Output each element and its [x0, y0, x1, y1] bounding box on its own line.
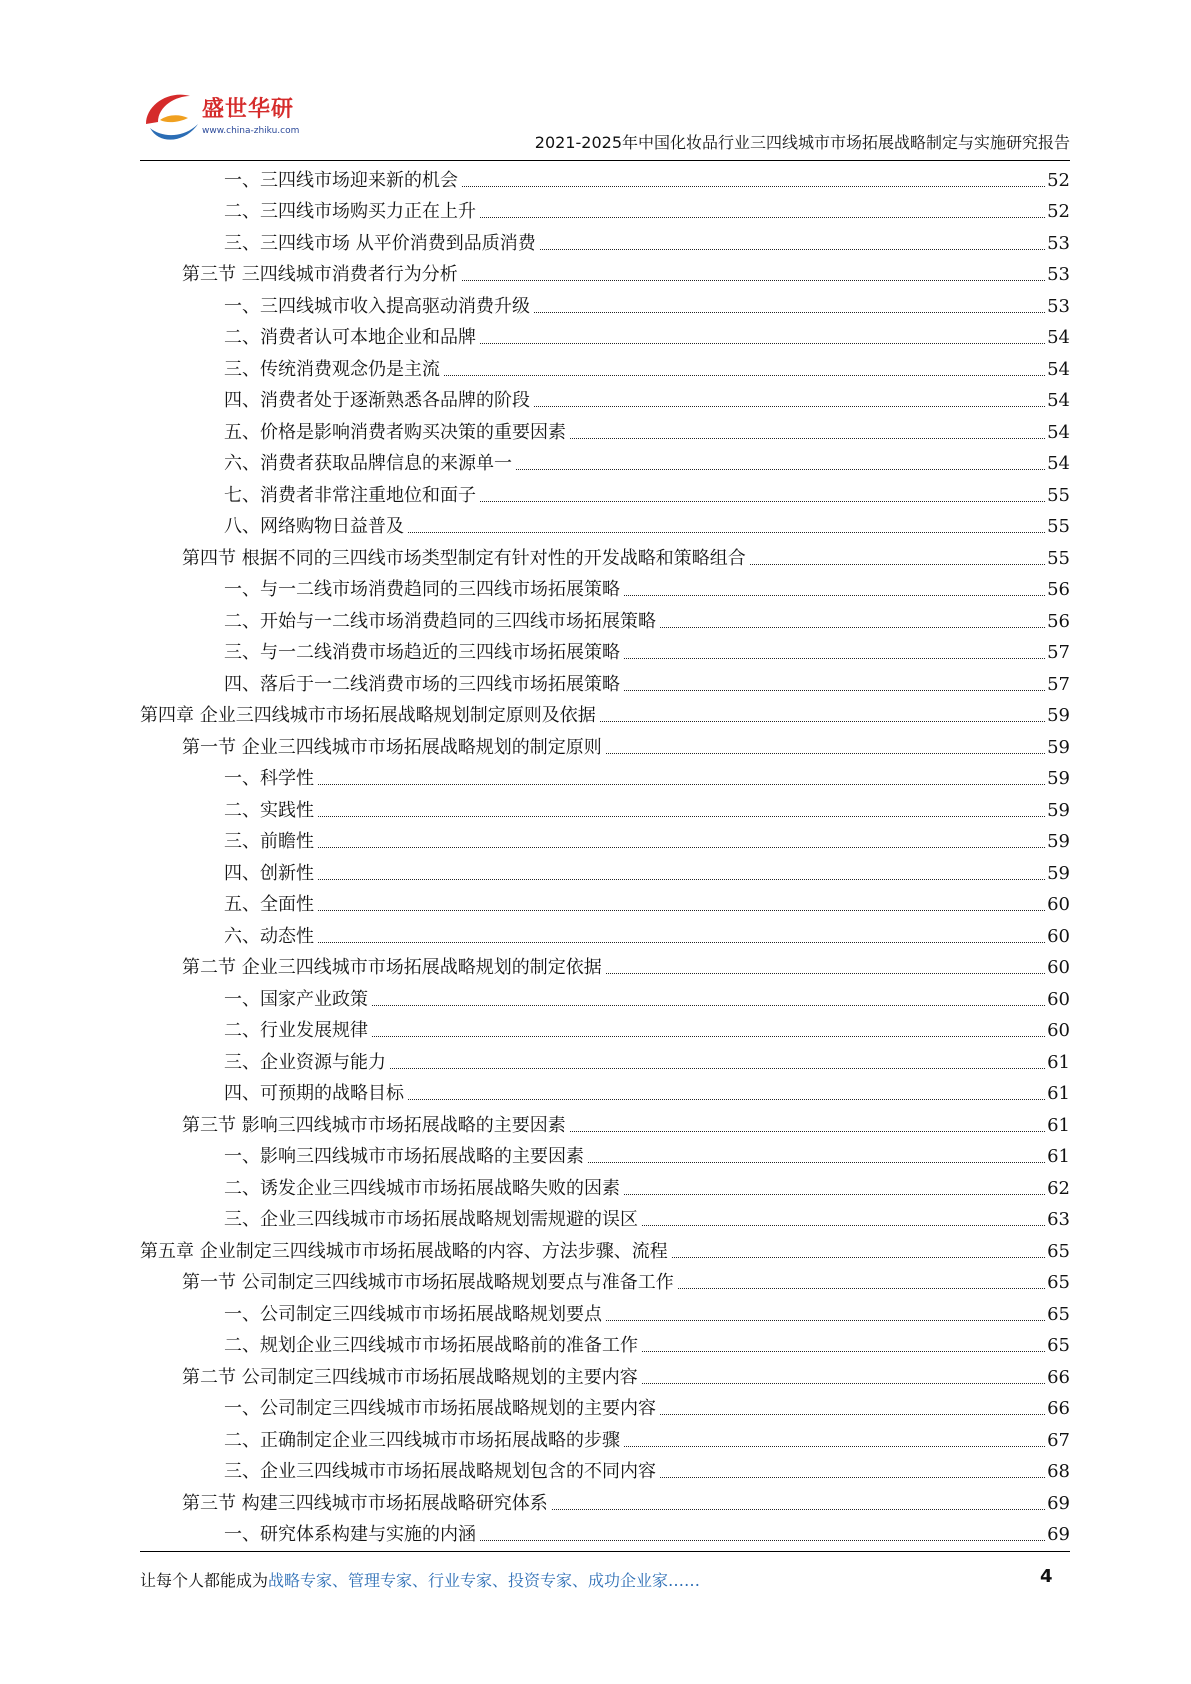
toc-entry-page: 65 — [1047, 1335, 1070, 1356]
toc-leader-dots — [318, 942, 1045, 943]
toc-entry-page: 60 — [1047, 957, 1070, 978]
toc-leader-dots — [660, 627, 1045, 628]
toc-entry-label: 六、动态性 — [224, 925, 314, 947]
toc-entry[interactable] — [140, 349, 1070, 381]
toc-entry-page: 59 — [1047, 862, 1070, 884]
toc-entry-page: 59 — [1047, 768, 1070, 789]
toc-entry-label: 二、实践性 — [224, 799, 314, 821]
toc-entry-label: 一、影响三四线城市市场拓展战略的主要因素 — [224, 1146, 584, 1167]
logo-name: 盛世华研 — [202, 97, 295, 122]
toc-entry-label: 三、与一二线消费市场趋近的三四线市场拓展策略 — [224, 642, 620, 663]
toc-entry-page: 59 — [1047, 831, 1070, 852]
toc-entry-label: 四、落后于一二线消费市场的三四线市场拓展策略 — [224, 673, 620, 695]
toc-entry-label: 第二节 公司制定三四线城市市场拓展战略规划的主要内容 — [182, 1366, 638, 1388]
report-title: 2021-2025年中国化妆品行业三四线城市市场拓展战略制定与实施研究报告 — [534, 133, 1070, 152]
toc-leader-dots — [408, 532, 1045, 533]
toc-entry-label: 三、企业三四线城市市场拓展战略规划包含的不同内容 — [224, 1461, 656, 1482]
toc-entry[interactable] — [140, 759, 1070, 791]
toc-entry-page: 60 — [1047, 925, 1070, 947]
toc-entry-page: 59 — [1047, 736, 1070, 758]
toc-entry-page: 61 — [1047, 1051, 1070, 1073]
toc-entry-page: 61 — [1047, 1114, 1070, 1136]
toc-entry-label: 二、消费者认可本地企业和品牌 — [224, 327, 476, 348]
toc-leader-dots — [480, 501, 1045, 502]
toc-entry[interactable] — [140, 633, 1070, 665]
toc-leader-dots — [516, 469, 1045, 470]
toc-entry[interactable] — [140, 538, 1070, 570]
toc-entry-page: 62 — [1047, 1177, 1070, 1199]
toc-entry-label: 第五章 企业制定三四线城市市场拓展战略的内容、方法步骤、流程 — [140, 1240, 668, 1262]
toc-entry-page: 57 — [1047, 642, 1070, 663]
toc-entry[interactable] — [140, 1326, 1070, 1358]
toc-entry[interactable] — [140, 948, 1070, 980]
toc-leader-dots — [552, 1509, 1045, 1510]
toc-entry-label: 一、与一二线市场消费趋同的三四线市场拓展策略 — [224, 579, 620, 600]
toc-entry-label: 三、前瞻性 — [224, 831, 314, 852]
toc-entry-page: 67 — [1047, 1429, 1070, 1451]
toc-entry-page: 61 — [1047, 1083, 1070, 1104]
toc-entry-page: 55 — [1047, 516, 1070, 537]
toc-entry[interactable] — [140, 223, 1070, 255]
toc-leader-dots — [606, 753, 1045, 754]
toc-entry-label: 二、正确制定企业三四线城市市场拓展战略的步骤 — [224, 1429, 620, 1451]
toc-entry[interactable] — [140, 601, 1070, 633]
page-header — [140, 80, 1070, 160]
toc-entry[interactable] — [140, 1074, 1070, 1106]
toc-entry-label: 三、企业三四线城市市场拓展战略规划需规避的误区 — [224, 1209, 638, 1230]
toc-entry-page: 56 — [1047, 579, 1070, 600]
toc-entry-page: 60 — [1047, 1020, 1070, 1041]
toc-entry-page: 63 — [1047, 1209, 1070, 1230]
toc-entry[interactable] — [140, 192, 1070, 224]
toc-leader-dots — [534, 312, 1045, 313]
toc-entry[interactable] — [140, 286, 1070, 318]
toc-entry[interactable] — [140, 444, 1070, 476]
toc-entry-label: 一、公司制定三四线城市市场拓展战略规划要点 — [224, 1303, 602, 1325]
slogan-accent: 战略专家、管理专家、行业专家、投资专家、成功企业家…… — [268, 1571, 701, 1590]
company-logo — [140, 84, 310, 154]
toc-entry-label: 第四节 根据不同的三四线市场类型制定有针对性的开发战略和策略组合 — [182, 547, 746, 569]
toc-entry[interactable] — [140, 822, 1070, 854]
toc-entry-label: 六、消费者获取品牌信息的来源单一 — [224, 453, 512, 474]
logo-emblem-icon — [140, 84, 204, 148]
toc-leader-dots — [624, 1194, 1045, 1195]
toc-leader-dots — [372, 1005, 1045, 1006]
toc-entry[interactable] — [140, 318, 1070, 350]
toc-entry-label: 三、传统消费观念仍是主流 — [224, 358, 440, 380]
toc-entry-page: 57 — [1047, 673, 1070, 695]
toc-entry[interactable] — [140, 664, 1070, 696]
toc-entry[interactable] — [140, 790, 1070, 822]
toc-entry[interactable] — [140, 160, 1070, 192]
toc-leader-dots — [642, 1351, 1045, 1352]
toc-leader-dots — [444, 375, 1045, 376]
toc-entry-label: 五、全面性 — [224, 894, 314, 915]
toc-leader-dots — [600, 721, 1045, 722]
toc-entry-page: 54 — [1047, 390, 1070, 411]
toc-entry[interactable] — [140, 1042, 1070, 1074]
footer-divider — [140, 1551, 1070, 1552]
toc-entry[interactable] — [140, 885, 1070, 917]
toc-entry[interactable] — [140, 381, 1070, 413]
toc-entry-page: 65 — [1047, 1272, 1070, 1293]
toc-entry-label: 一、三四线市场迎来新的机会 — [224, 169, 458, 191]
toc-entry-label: 一、国家产业政策 — [224, 988, 368, 1010]
toc-leader-dots — [534, 406, 1045, 407]
toc-entry-label: 四、消费者处于逐渐熟悉各品牌的阶段 — [224, 390, 530, 411]
toc-leader-dots — [678, 1288, 1045, 1289]
toc-leader-dots — [480, 217, 1045, 218]
toc-entry-page: 56 — [1047, 610, 1070, 632]
toc-entry-label: 一、公司制定三四线城市市场拓展战略规划的主要内容 — [224, 1398, 656, 1419]
toc-entry-page: 54 — [1047, 453, 1070, 474]
toc-entry-page: 59 — [1047, 799, 1070, 821]
toc-entry-label: 五、价格是影响消费者购买决策的重要因素 — [224, 421, 566, 443]
toc-entry-page: 61 — [1047, 1146, 1070, 1167]
toc-leader-dots — [642, 1225, 1045, 1226]
toc-entry-label: 八、网络购物日益普及 — [224, 516, 404, 537]
toc-entry[interactable] — [140, 1168, 1070, 1200]
toc-entry-label: 第一节 企业三四线城市市场拓展战略规划的制定原则 — [182, 736, 602, 758]
toc-entry[interactable] — [140, 1357, 1070, 1389]
toc-entry-label: 四、创新性 — [224, 862, 314, 884]
toc-entry-label: 七、消费者非常注重地位和面子 — [224, 484, 476, 506]
toc-entry-page: 69 — [1047, 1524, 1070, 1545]
toc-entry-page: 65 — [1047, 1240, 1070, 1262]
toc-entry-page: 59 — [1047, 705, 1070, 726]
toc-entry[interactable] — [140, 1137, 1070, 1169]
page-number: 4 — [1040, 1566, 1053, 1587]
toc-entry[interactable] — [140, 1515, 1070, 1547]
toc-leader-dots — [390, 1068, 1045, 1069]
toc-entry-label: 二、诱发企业三四线城市市场拓展战略失败的因素 — [224, 1177, 620, 1199]
toc-entry-label: 第三节 影响三四线城市市场拓展战略的主要因素 — [182, 1114, 566, 1136]
toc-leader-dots — [660, 1414, 1045, 1415]
footer-slogan — [140, 1568, 700, 1591]
toc-entry[interactable] — [140, 1105, 1070, 1137]
toc-entry[interactable] — [140, 1389, 1070, 1421]
toc-leader-dots — [570, 1131, 1045, 1132]
toc-entry-label: 二、行业发展规律 — [224, 1020, 368, 1041]
toc-entry[interactable] — [140, 1231, 1070, 1263]
toc-entry-label: 二、规划企业三四线城市市场拓展战略前的准备工作 — [224, 1335, 638, 1356]
toc-leader-dots — [624, 595, 1045, 596]
toc-entry[interactable] — [140, 853, 1070, 885]
toc-entry-page: 54 — [1047, 358, 1070, 380]
toc-entry-page: 66 — [1047, 1398, 1070, 1419]
toc-entry-label: 一、科学性 — [224, 768, 314, 789]
toc-entry-page: 55 — [1047, 547, 1070, 569]
toc-leader-dots — [606, 1320, 1045, 1321]
toc-entry-page: 55 — [1047, 484, 1070, 506]
toc-entry-label: 第三节 三四线城市消费者行为分析 — [182, 264, 458, 285]
toc-leader-dots — [318, 879, 1045, 880]
toc-leader-dots — [480, 1540, 1045, 1541]
toc-leader-dots — [318, 784, 1045, 785]
toc-entry[interactable] — [140, 1483, 1070, 1515]
toc-entry-label: 第一节 公司制定三四线城市市场拓展战略规划要点与准备工作 — [182, 1272, 674, 1293]
toc-leader-dots — [672, 1257, 1045, 1258]
toc-entry-page: 65 — [1047, 1303, 1070, 1325]
toc-entry-label: 第四章 企业三四线城市市场拓展战略规划制定原则及依据 — [140, 705, 596, 726]
toc-leader-dots — [750, 564, 1045, 565]
toc-entry[interactable] — [140, 1294, 1070, 1326]
toc-entry-page: 52 — [1047, 201, 1070, 222]
toc-entry-page: 69 — [1047, 1492, 1070, 1514]
toc-leader-dots — [480, 343, 1045, 344]
toc-leader-dots — [624, 690, 1045, 691]
table-of-contents — [140, 160, 1070, 1546]
toc-leader-dots — [570, 438, 1045, 439]
toc-entry-label: 第三节 构建三四线城市市场拓展战略研究体系 — [182, 1492, 548, 1514]
toc-leader-dots — [372, 1036, 1045, 1037]
toc-leader-dots — [318, 816, 1045, 817]
toc-entry[interactable] — [140, 412, 1070, 444]
toc-entry-label: 二、三四线市场购买力正在上升 — [224, 201, 476, 222]
toc-entry-label: 四、可预期的战略目标 — [224, 1083, 404, 1104]
toc-leader-dots — [462, 280, 1045, 281]
toc-leader-dots — [642, 1383, 1045, 1384]
toc-entry-page: 60 — [1047, 894, 1070, 915]
toc-leader-dots — [318, 847, 1045, 848]
toc-entry-label: 二、开始与一二线市场消费趋同的三四线市场拓展策略 — [224, 610, 656, 632]
toc-leader-dots — [624, 658, 1045, 659]
toc-entry[interactable] — [140, 916, 1070, 948]
toc-entry-page: 54 — [1047, 327, 1070, 348]
toc-entry[interactable] — [140, 1200, 1070, 1232]
toc-entry-page: 53 — [1047, 295, 1070, 317]
toc-entry[interactable] — [140, 1420, 1070, 1452]
toc-leader-dots — [660, 1477, 1045, 1478]
toc-entry[interactable] — [140, 696, 1070, 728]
toc-leader-dots — [588, 1162, 1045, 1163]
toc-leader-dots — [462, 186, 1045, 187]
toc-leader-dots — [318, 910, 1045, 911]
toc-entry[interactable] — [140, 570, 1070, 602]
slogan-lead: 让每个人都能成为 — [140, 1571, 269, 1590]
toc-entry-page: 52 — [1047, 169, 1070, 191]
toc-leader-dots — [408, 1099, 1045, 1100]
toc-entry-label: 一、三四线城市收入提高驱动消费升级 — [224, 295, 530, 317]
toc-leader-dots — [540, 249, 1045, 250]
toc-entry-page: 60 — [1047, 988, 1070, 1010]
toc-entry-page: 66 — [1047, 1366, 1070, 1388]
toc-entry[interactable] — [140, 507, 1070, 539]
toc-entry-page: 54 — [1047, 421, 1070, 443]
logo-url: www.china-zhiku.com — [202, 126, 300, 136]
toc-entry-page: 53 — [1047, 264, 1070, 285]
toc-entry-page: 68 — [1047, 1461, 1070, 1482]
toc-entry-label: 第二节 企业三四线城市市场拓展战略规划的制定依据 — [182, 957, 602, 978]
toc-entry[interactable] — [140, 979, 1070, 1011]
toc-entry-page: 53 — [1047, 232, 1070, 254]
toc-entry[interactable] — [140, 255, 1070, 287]
toc-entry-label: 三、三四线市场 从平价消费到品质消费 — [224, 232, 536, 254]
toc-entry[interactable] — [140, 727, 1070, 759]
toc-entry[interactable] — [140, 475, 1070, 507]
toc-leader-dots — [624, 1446, 1045, 1447]
toc-entry-label: 三、企业资源与能力 — [224, 1051, 386, 1073]
toc-entry[interactable] — [140, 1011, 1070, 1043]
toc-entry[interactable] — [140, 1452, 1070, 1484]
toc-leader-dots — [606, 973, 1045, 974]
toc-entry[interactable] — [140, 1263, 1070, 1295]
toc-entry-label: 一、研究体系构建与实施的内涵 — [224, 1524, 476, 1545]
